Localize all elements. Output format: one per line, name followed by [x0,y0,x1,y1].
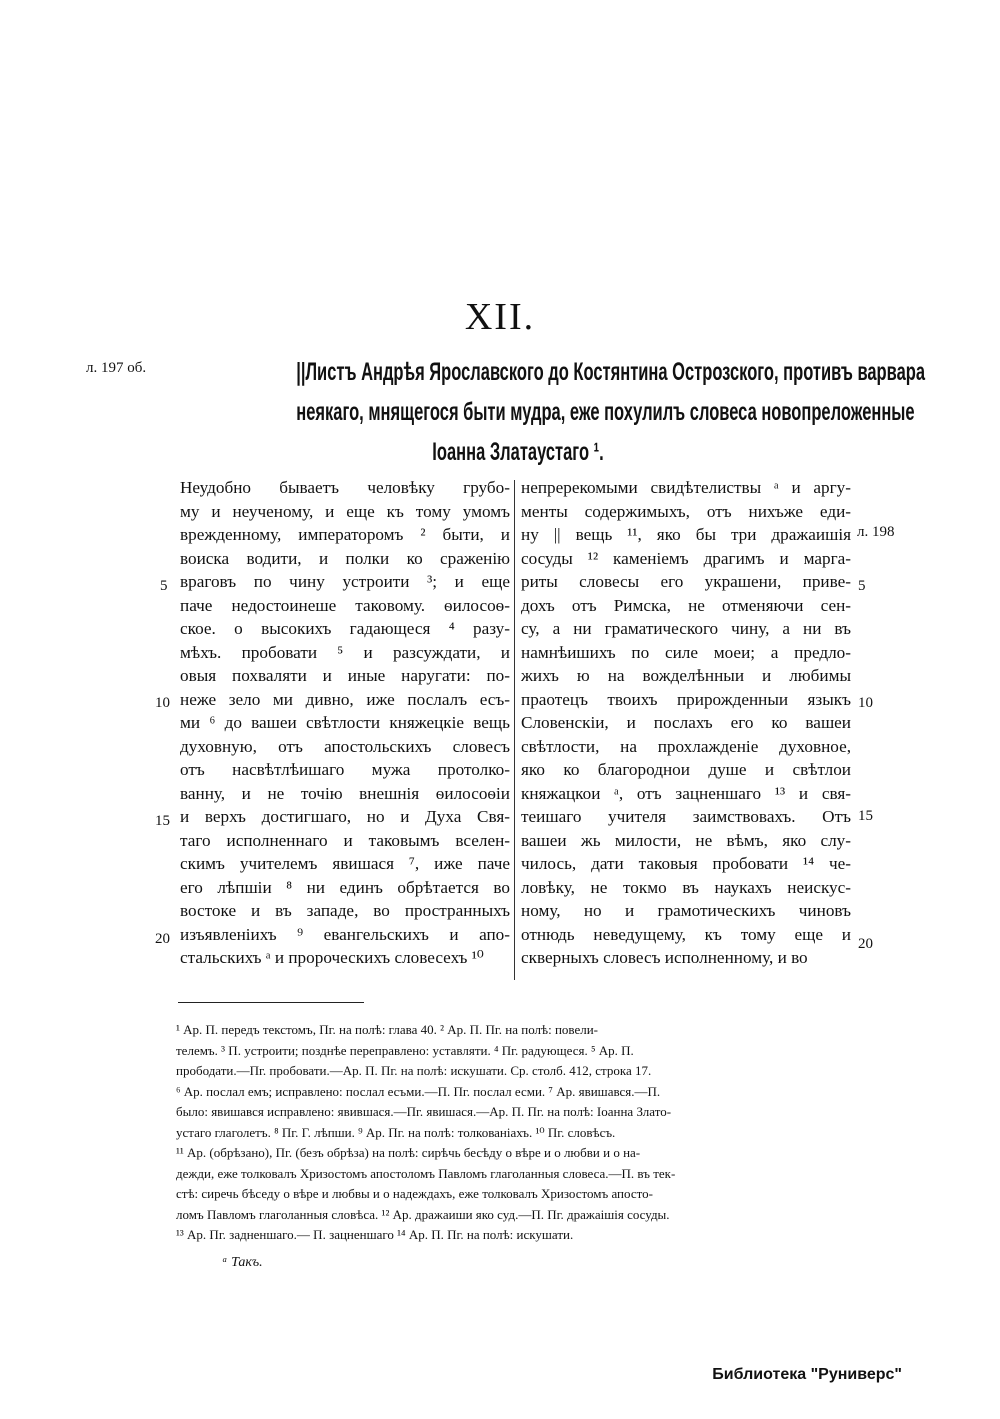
footnote-line: прободати.—Пг. пробовати.—Ар. П. Пг. на полѣ: искушати. Ср. столб. 412, строка 17. [176,1063,652,1078]
text-line: неже зело ми дивно, иже послалъ есъ- [180,689,510,709]
text-line: враговъ по чину устроити ³; и еще [180,572,510,591]
text-line: Словенскіи, и послахъ его ко вашеи [521,713,851,732]
text-line: востоке и въ западе, во пространныхъ [180,901,510,920]
text-line: дохъ отъ Римска, не отменяючи сен- [521,595,851,615]
footnote-line: дежди, еже толковалъ Хризостомъ апостоломъ Павломъ глаголанныя словеса.—П. въ тек- [176,1165,676,1181]
line-number-left: 10 [155,695,170,711]
text-line: жихъ ю на вожделѣнныи и любимы [521,666,851,685]
text-line: ловѣку, не токмо въ наукахъ неискус- [521,877,851,897]
footnote-line: ¹¹ Ар. (обрѣзано), Пг. (безъ обрѣза) на полѣ: сирѣчь бесѣду о вѣре и о любви и о на- [176,1145,641,1160]
line-number-right: 15 [858,808,873,824]
text-line: му и неученому, и еще къ тому умомъ [180,501,510,521]
text-line: ми ⁶ до вашеи свѣтлости княжецкіе вещь [180,713,510,732]
footnote-line: ⁶ Ар. послал емъ; исправлено: послал есъми.—П. Пг. послал есми. ⁷ Ар. явишався.—П. [176,1083,661,1099]
text-line: теишаго учителя заимствовахъ. Отъ [521,807,851,826]
text-line: отъ насвѣтлѣишаго мужа протолко- [180,760,510,779]
text-line: духовную, отъ апостольскихъ словесъ [180,736,510,756]
section-number: XII. [464,296,536,338]
text-line: княжацкои ᵃ, отъ зацненшаго ¹³ и свя- [521,783,851,803]
text-line: ское. о высокихъ гадающеся ⁴ разу- [180,619,510,638]
text-line: чилось, дати таковыя пробовати ¹⁴ че- [521,854,851,873]
text-line: мѣхъ. пробовати ⁵ и разсуждати, и [180,642,510,662]
text-line: менты содержимыхъ, отъ нихъже еди- [521,501,851,521]
text-line: отнюдь неведущему, къ тому еще и [521,924,851,944]
line-number-left: 15 [155,813,170,829]
column-divider [514,480,515,980]
text-line: воиска водити, и полки ко сраженію [180,548,510,568]
footnote-line: устаго глаголетъ. ⁸ Пг. Г. лѣпши. ⁹ Ар. Пг. на полѣ: толкованіахъ. ¹⁰ Пг. словѣсъ. [176,1124,616,1140]
line-number-left: 20 [155,931,170,947]
text-line: намнѣишихъ по силе моеи; а предло- [521,642,851,662]
right-text-column [521,476,851,970]
text-line: врежденному, императоромъ ² быти, и [180,525,510,544]
footnote-a: ᵃ Такъ. [222,1255,263,1270]
footnote-rule [178,1002,364,1003]
title-line: неякаго, мнящегося быти мудра, еже похулилъ словеса новопреложенные [296,398,915,426]
line-number-right: 20 [858,936,873,952]
text-line: паче недостоинеше таковому. ѳилосоѳ- [180,595,510,615]
text-line: и верхъ достигшаго, но и Духа Свя- [180,807,510,826]
footnote-line: ¹³ Ар. Пг. задненшаго.— П. зацненшаго ¹⁴ Ар. П. Пг. на полѣ: искушати. [176,1227,574,1242]
library-watermark: Библиотека "Руниверс" [712,1366,902,1383]
text-line: ному, но и грамотическихъ чиновъ [521,901,851,920]
text-line: овыя похваляти и иные наругати: по- [180,666,510,685]
text-line: яко ко благороднои душе и свѣтлои [521,760,851,779]
line-number-right: 5 [858,578,866,594]
text-line: стальскихъ ᵃ и пророческихъ словесехъ ¹⁰ [180,948,484,967]
text-line: праотецъ твоихъ прирожденныи языкъ [521,689,851,709]
text-line: сосуды ¹² каменіемъ драгимъ и марга- [521,548,851,568]
sheet-ref-left: л. 197 об. [86,360,147,376]
text-line: таго исполненнаго и таковымъ вселен- [180,830,510,850]
footnote-line: было: явишався исправлено: явившася.—Пг. явишася.—Ар. П. Пг. на полѣ: Іоанна Злато- [176,1104,672,1119]
footnotes [176,1020,852,1246]
line-number-left: 5 [160,578,168,594]
text-line: вашеи жь милости, не вѣмъ, яко слу- [521,830,851,850]
sheet-ref-right: л. 198 [857,524,895,540]
footnote-line: телемъ. ³ П. устроити; позднѣе переправлено: уставляти. ⁴ Пг. радующеся. ⁵ Ар. П. [176,1042,634,1058]
chapter-title [296,352,926,472]
line-number-right: 10 [858,695,873,711]
title-line: Іоанна Златаустаго ¹. [432,438,604,466]
text-line: риты словесы его украшени, приве- [521,572,851,591]
text-line: су, а ни граматического чину, а ни въ [521,619,851,638]
text-line: скверныхъ словесъ исполненному, и во [521,948,808,967]
text-line: свѣтлости, на прохлажденіе духовное, [521,736,851,756]
left-text-column [180,476,510,970]
text-line: изъявленіихъ ⁹ евангельскихъ и апо- [180,924,510,944]
footnote-line: ¹ Ар. П. передъ текстомъ, Пг. на полѣ: глава 40. ² Ар. П. Пг. на полѣ: повели- [176,1022,599,1037]
footnote-line: ломъ Павломъ глаголанныя словѣса. ¹² Ар. дражаиши яко суд.—П. Пг. дражаішія сосуды. [176,1206,670,1222]
text-line: скимъ учителемъ явишася ⁷, иже паче [180,854,510,873]
text-line: ванну, и не точію внешнія ѳилосоѳіи [180,783,510,803]
title-line: ||Листъ Андрѣя Ярославского до Костянтина Острозского, противъ варвара [296,358,926,386]
text-line: его лѣпшіи ⁸ ни единъ обрѣтается во [180,877,510,897]
footnote-line: стѣ: сиречь бѣседу о вѣре и любвы и о надеждахъ, еже толковалъ Хризостомъ апосто- [176,1186,653,1201]
text-line: непререкомыми свидѣтелиствы ᵃ и аргу- [521,478,851,497]
text-line: Неудобно бываетъ человѣку грубо- [180,478,510,497]
text-line: ну || вещь ¹¹, яко бы три дражаишія [521,525,851,544]
